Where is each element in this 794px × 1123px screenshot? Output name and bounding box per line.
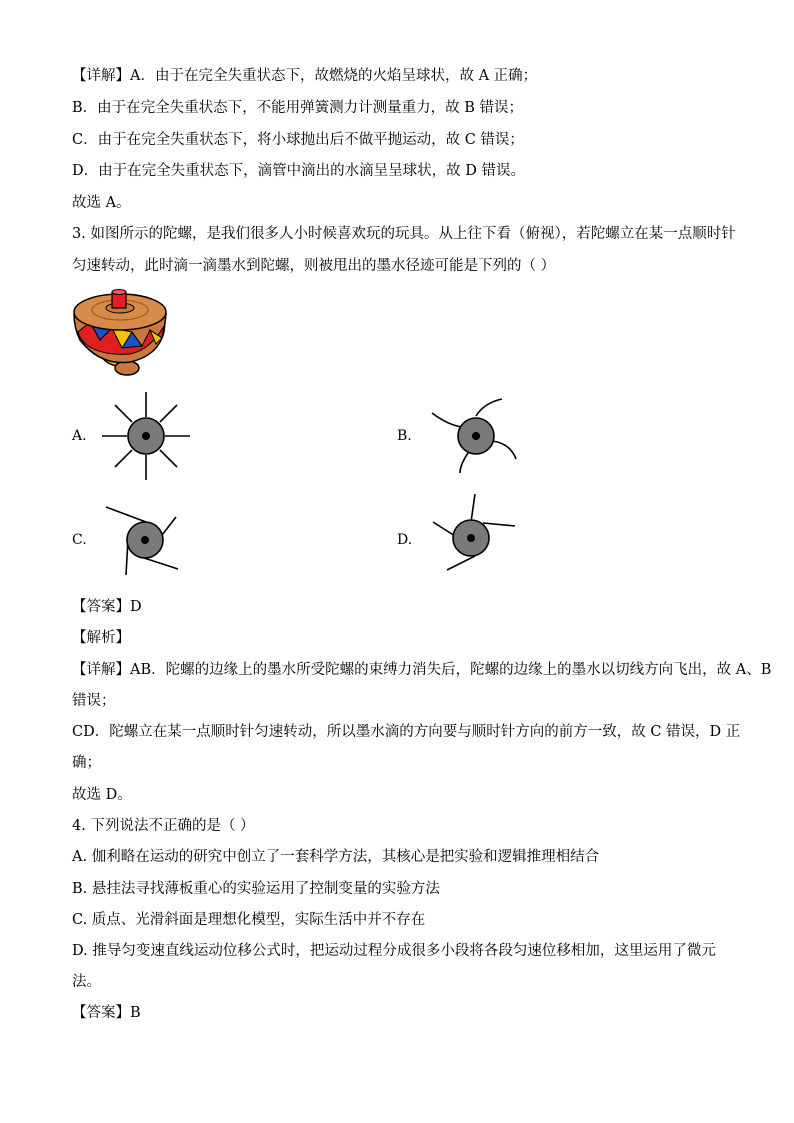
- question-4-option-d-line2: 法。: [72, 974, 101, 990]
- option-a-diagram: [101, 391, 191, 481]
- question-3-line2: 匀速转动，此时滴一滴墨水到陀螺，则被甩出的墨水径迹可能是下列的（ ）: [72, 258, 556, 274]
- spinning-top-illustration: [70, 288, 170, 378]
- detail-3-line2: 错误；: [72, 693, 116, 709]
- detail-c: C．由于在完全失重状态下，将小球抛出后不做平抛运动，故 C 错误；: [72, 132, 524, 148]
- question-4-option-b: B. 悬挂法寻找薄板重心的实验运用了控制变量的实验方法: [72, 881, 440, 897]
- detail-3-line1: 【详解】AB．陀螺的边缘上的墨水所受陀螺的束缚力消失后，陀螺的边缘上的墨水以切线方向飞出，故 A、B: [72, 662, 772, 678]
- option-c-label: C.: [72, 532, 87, 548]
- detail-3-line4: 确；: [72, 755, 101, 771]
- question-4-option-c: C. 质点、光滑斜面是理想化模型，实际生活中并不存在: [72, 912, 426, 928]
- question-4: 4. 下列说法不正确的是（ ）: [72, 818, 255, 834]
- question-4-option-d-line1: D. 推导匀变速直线运动位移公式时，把运动过程分成很多小段将各段匀速位移相加，这里运用了微元: [72, 943, 716, 959]
- option-c-diagram: [100, 495, 190, 585]
- detail-d: D．由于在完全失重状态下，滴管中滴出的水滴呈呈球状，故 D 错误。: [72, 163, 525, 179]
- detail-a: 【详解】A．由于在完全失重状态下，故燃烧的火焰呈球状，故 A 正确；: [72, 68, 538, 84]
- question-3-line1: 3. 如图所示的陀螺，是我们很多人小时候喜欢玩的玩具。从上往下看（俯视），若陀螺立在某一点顺时针: [72, 226, 736, 242]
- option-b-label: B.: [397, 428, 412, 444]
- option-b-diagram: [428, 391, 528, 481]
- detail-3-choice: 故选 D。: [72, 787, 132, 803]
- detail-b: B．由于在完全失重状态下，不能用弹簧测力计测量重力，故 B 错误；: [72, 100, 524, 116]
- option-d-label: D.: [397, 532, 413, 548]
- analysis-3-heading: 【解析】: [72, 630, 130, 646]
- option-a-label: A.: [72, 428, 87, 444]
- answer-3: 【答案】D: [72, 599, 142, 615]
- answer-4: 【答案】B: [72, 1005, 141, 1021]
- option-d-diagram: [425, 490, 525, 580]
- choice-a: 故选 A。: [72, 195, 131, 211]
- question-4-option-a: A. 伽利略在运动的研究中创立了一套科学方法，其核心是把实验和逻辑推理相结合: [72, 849, 600, 865]
- detail-3-line3: CD．陀螺立在某一点顺时针匀速转动，所以墨水滴的方向要与顺时针方向的前方一致，故 C 错误，D 正: [72, 724, 741, 740]
